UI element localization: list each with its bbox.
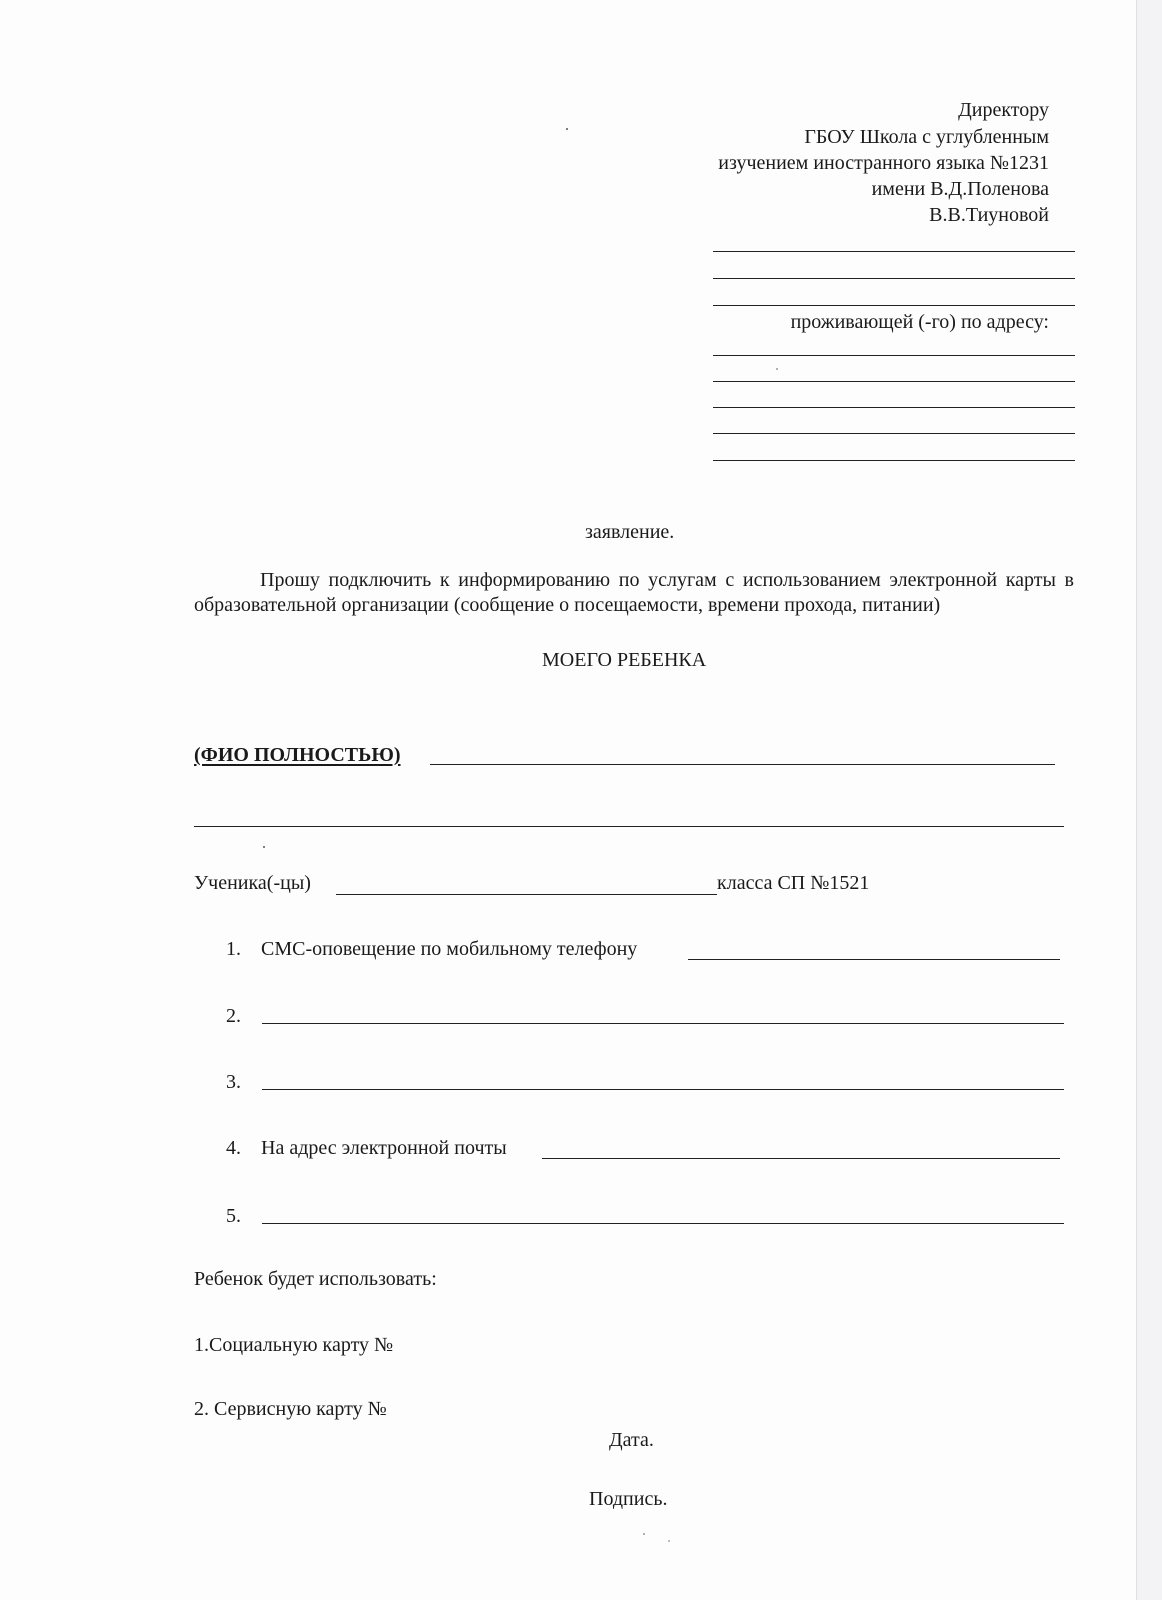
address-line-5[interactable]	[713, 460, 1075, 461]
header-line-1: Директору	[958, 99, 1049, 121]
applicant-name-line-2[interactable]	[713, 278, 1075, 279]
scan-speck	[566, 128, 568, 130]
address-line-4[interactable]	[713, 433, 1075, 434]
signature-label: Подпись.	[589, 1488, 668, 1510]
scan-speck	[263, 846, 265, 848]
student-class-line[interactable]	[336, 894, 717, 895]
option-number: 4.	[226, 1137, 241, 1159]
option-5-line[interactable]	[262, 1223, 1064, 1224]
scan-speck	[668, 1540, 670, 1542]
address-line-2[interactable]	[713, 381, 1075, 382]
cards-heading: Ребенок будет использовать:	[194, 1268, 437, 1290]
scan-speck	[776, 368, 778, 370]
fio-line[interactable]	[430, 764, 1055, 765]
child-caption: МОЕГО РЕБЕНКА	[542, 649, 707, 671]
option-number: 1.	[226, 938, 241, 960]
applicant-name-line-1[interactable]	[713, 251, 1075, 252]
fio-line-2[interactable]	[194, 826, 1064, 827]
option-3-line[interactable]	[262, 1089, 1064, 1090]
header-line-2: ГБОУ Школа с углубленным	[804, 126, 1049, 148]
option-number: 3.	[226, 1071, 241, 1093]
option-2-line[interactable]	[262, 1023, 1064, 1024]
header-line-5: В.В.Тиуновой	[929, 204, 1049, 226]
fio-label: (ФИО ПОЛНОСТЬЮ)	[194, 744, 401, 766]
option-sms-label: СМС-оповещение по мобильному телефону	[261, 938, 638, 960]
option-email-line[interactable]	[542, 1158, 1060, 1159]
student-label: Ученика(-цы)	[194, 872, 311, 894]
class-label: класса СП №1521	[717, 872, 870, 894]
option-phone-line[interactable]	[688, 959, 1060, 960]
social-card-label: 1.Социальную карту №	[194, 1334, 394, 1356]
header-line-3: изучением иностранного языка №1231	[718, 152, 1049, 174]
option-number: 2.	[226, 1005, 241, 1027]
applicant-name-line-3[interactable]	[713, 305, 1075, 306]
option-number: 5.	[226, 1205, 241, 1227]
date-label: Дата.	[609, 1429, 654, 1451]
service-card-label: 2. Сервисную карту №	[194, 1398, 387, 1420]
address-line-3[interactable]	[713, 407, 1075, 408]
header-line-4: имени В.Д.Поленова	[871, 178, 1049, 200]
option-email-label: На адрес электронной почты	[261, 1137, 507, 1159]
scan-speck	[643, 1533, 645, 1535]
document-title: заявление.	[585, 521, 675, 543]
address-label: проживающей (-го) по адресу:	[790, 311, 1049, 333]
request-paragraph: Прошу подключить к информированию по услугам с использованием электронной карты в образовательной организации (сообщение о посещаемости, времени прохода, питании)	[194, 569, 1074, 616]
address-line-1[interactable]	[713, 355, 1075, 356]
